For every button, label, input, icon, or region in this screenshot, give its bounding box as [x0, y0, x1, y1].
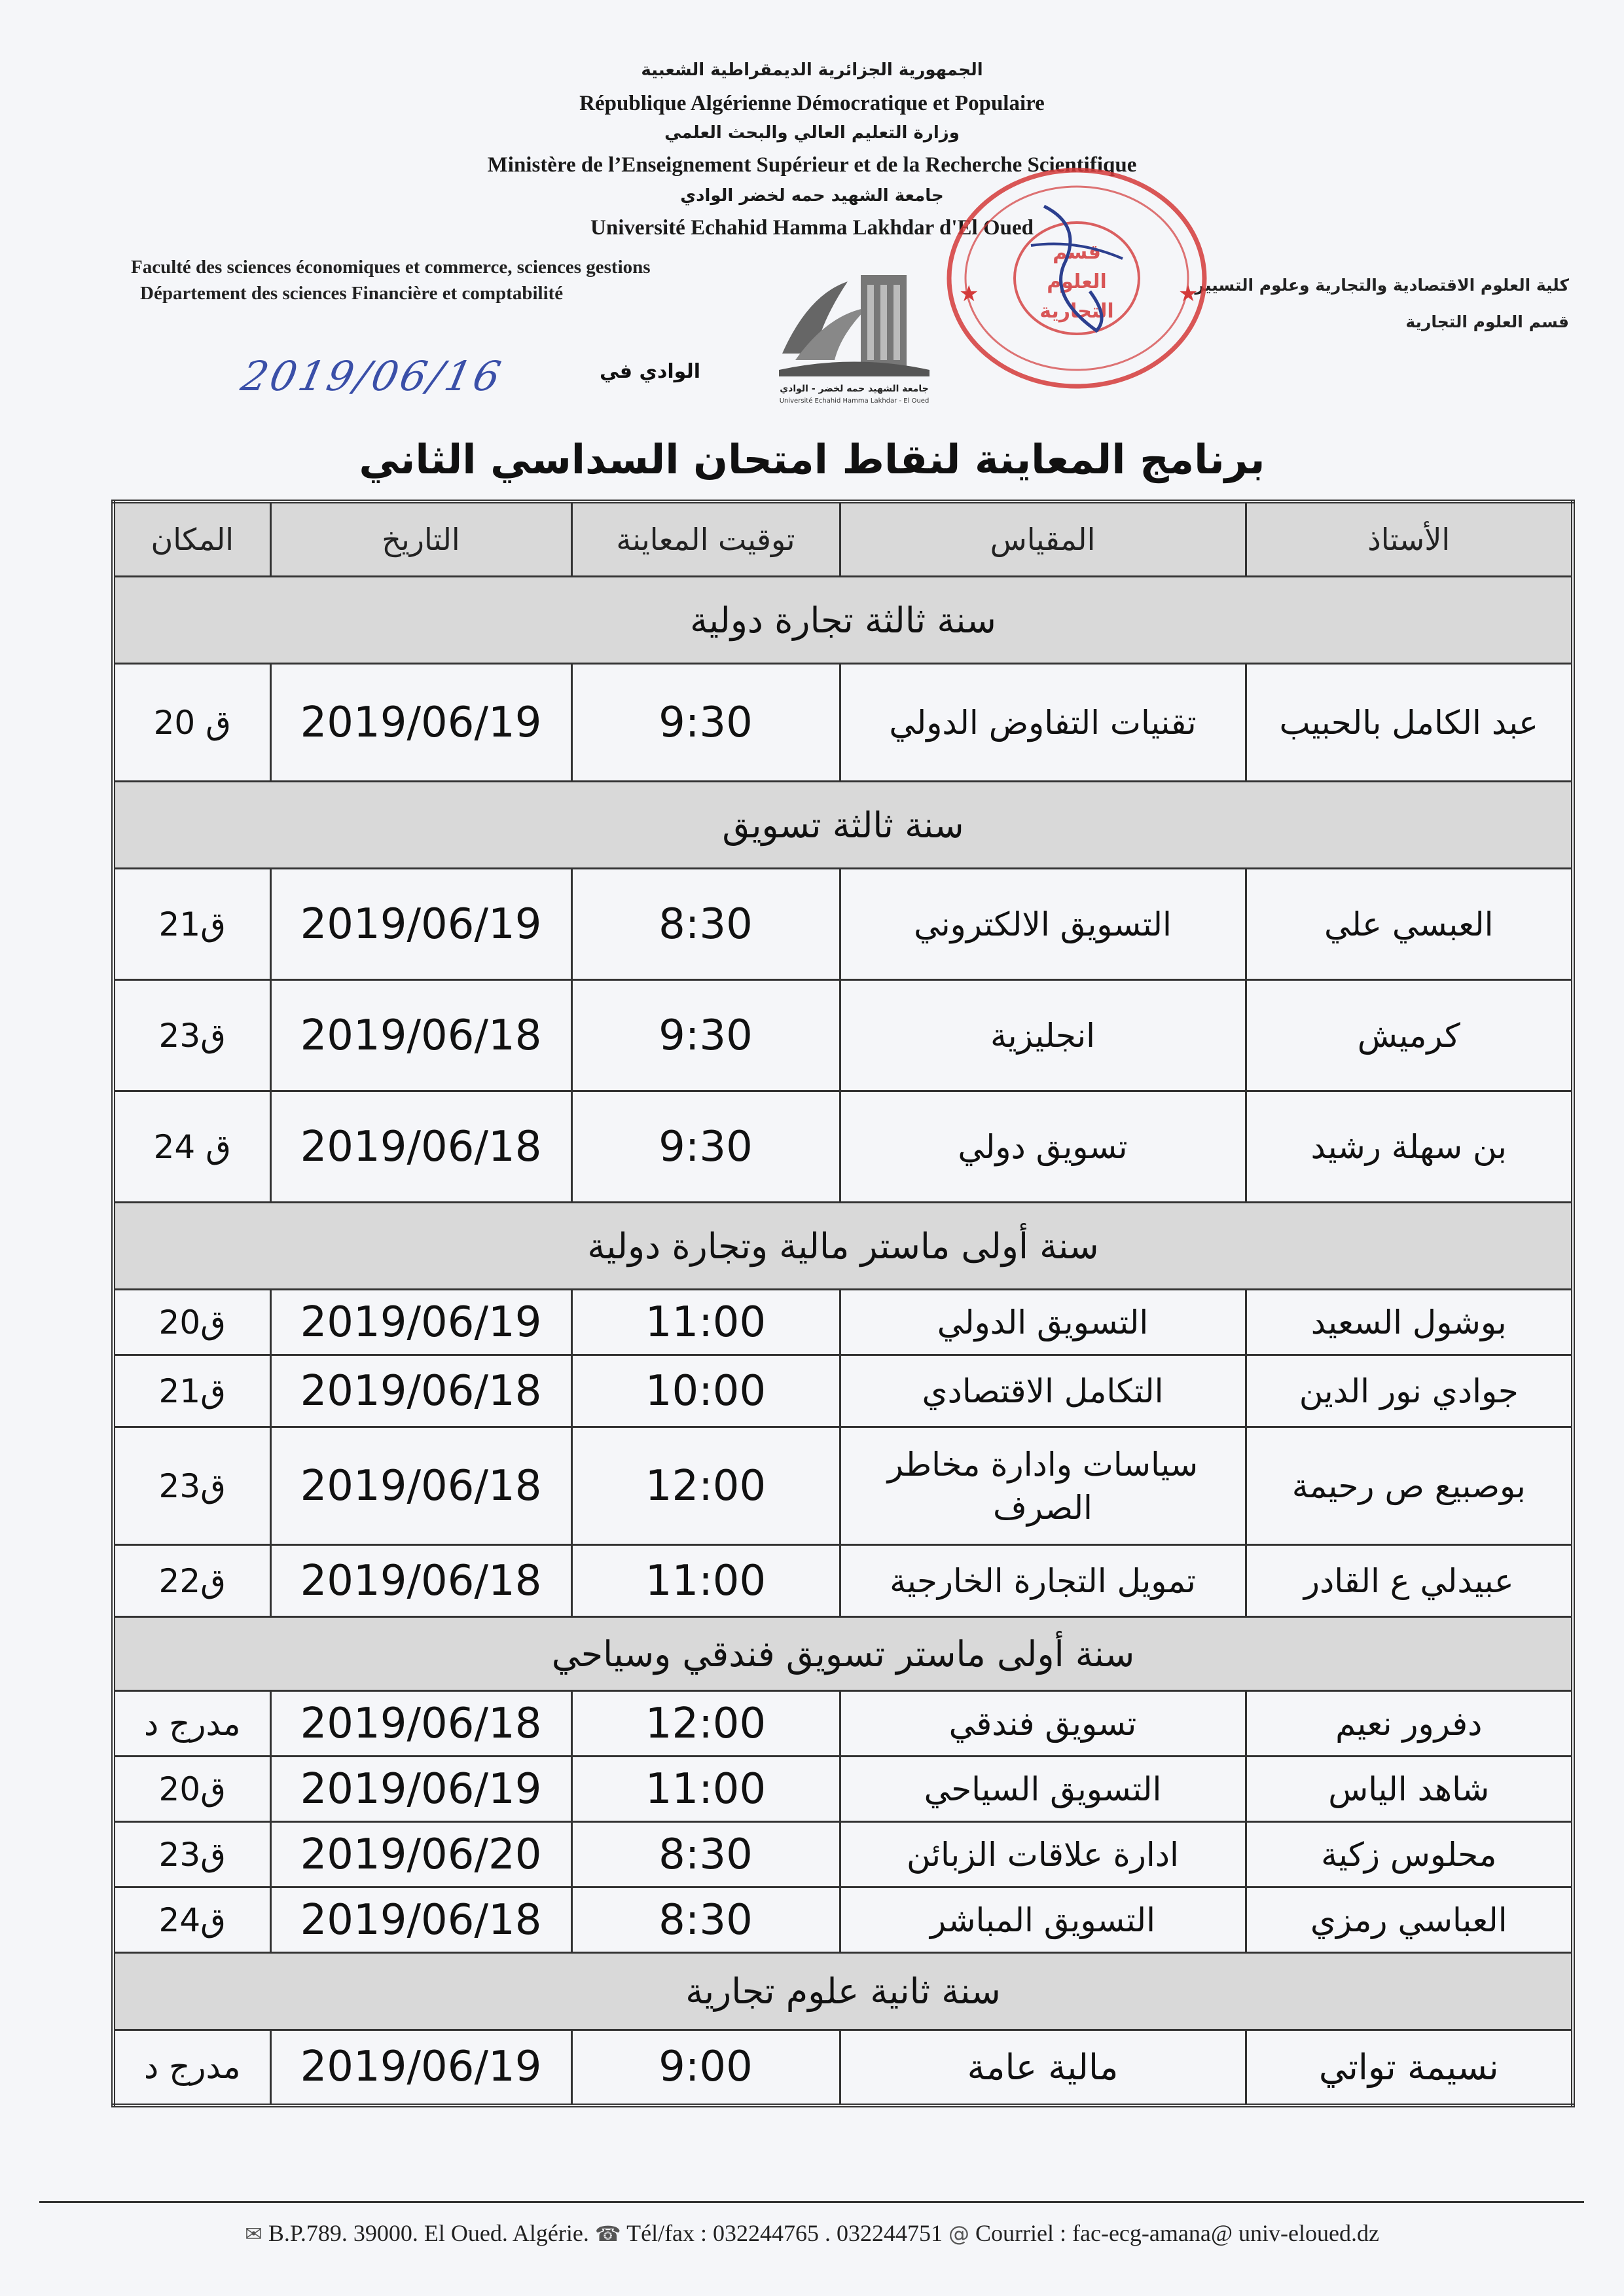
- section-title: سنة أولى ماستر مالية وتجارة دولية: [113, 1203, 1573, 1290]
- svg-text:★: ★: [959, 281, 979, 307]
- cell-time: 8:30: [571, 1887, 840, 1953]
- section-title: سنة ثالثة تجارة دولية: [113, 577, 1573, 664]
- cell-date: 2019/06/19: [270, 1757, 571, 1822]
- section-title: سنة ثانية علوم تجارية: [113, 1953, 1573, 2030]
- cell-teacher: العباسي رمزي: [1246, 1887, 1573, 1953]
- cell-date: 2019/06/18: [270, 1691, 571, 1757]
- cell-date: 2019/06/18: [270, 1887, 571, 1953]
- cell-time: 9:30: [571, 664, 840, 782]
- cell-time: 8:30: [571, 869, 840, 980]
- table-row: [113, 1691, 1573, 1757]
- cell-module: تمويل التجارة الخارجية: [840, 1545, 1246, 1617]
- table-row: [113, 1091, 1573, 1203]
- cell-module: التسويق الالكتروني: [840, 869, 1246, 980]
- place-label: الوادي في: [600, 360, 700, 383]
- cell-module: التسويق السياحي: [840, 1757, 1246, 1822]
- cell-date: 2019/06/18: [270, 1355, 571, 1427]
- cell-module: التسويق الدولي: [840, 1290, 1246, 1355]
- svg-text:التجارية: التجارية: [1039, 300, 1114, 323]
- footer: [0, 2219, 1624, 2247]
- cell-room: ق 20: [113, 664, 270, 782]
- university-ar: جامعة الشهيد حمه لخضر الوادي: [680, 186, 944, 206]
- footer-phone: Tél/fax : 032244765 . 032244751: [626, 2220, 943, 2246]
- faculty-block-fr: [131, 254, 753, 306]
- cell-module: التسويق المباشر: [840, 1887, 1246, 1953]
- section-row: [113, 1617, 1573, 1691]
- cell-time: 11:00: [571, 1757, 840, 1822]
- cell-room: مدرج د: [113, 1691, 270, 1757]
- cell-date: 2019/06/19: [270, 664, 571, 782]
- cell-module: ادارة علاقات الزبائن: [840, 1822, 1246, 1887]
- cell-date: 2019/06/18: [270, 1427, 571, 1545]
- place-date: [237, 352, 700, 405]
- mail-icon: ✉: [245, 2221, 262, 2246]
- cell-time: 12:00: [571, 1691, 840, 1757]
- republic-fr: République Algérienne Démocratique et Populaire: [579, 92, 1045, 115]
- cell-teacher: جوادي نور الدين: [1246, 1355, 1573, 1427]
- cell-module: تسويق دولي: [840, 1091, 1246, 1203]
- cell-room: ق 24: [113, 1091, 270, 1203]
- section-title: سنة أولى ماستر تسويق فندقي وسياحي: [113, 1617, 1573, 1691]
- cell-teacher: بوشول السعيد: [1246, 1290, 1573, 1355]
- cell-time: 11:00: [571, 1290, 840, 1355]
- cell-teacher: عبد الكامل بالحبيب: [1246, 664, 1573, 782]
- footer-email: Courriel : fac-ecg-amana@ univ-eloued.dz: [975, 2220, 1379, 2246]
- cell-time: 8:30: [571, 1822, 840, 1887]
- cell-room: ق21: [113, 1355, 270, 1427]
- table-row: [113, 1355, 1573, 1427]
- cell-room: ق24: [113, 1887, 270, 1953]
- table-row: [113, 1290, 1573, 1355]
- cell-time: 12:00: [571, 1427, 840, 1545]
- cell-room: ق22: [113, 1545, 270, 1617]
- department-ar: قسم العلوم التجارية: [1405, 312, 1569, 331]
- republic-ar: الجمهورية الجزائرية الديمقراطية الشعبية: [641, 60, 983, 80]
- cell-time: 9:30: [571, 980, 840, 1091]
- cell-date: 2019/06/18: [270, 1091, 571, 1203]
- cell-room: ق23: [113, 1427, 270, 1545]
- cell-date: 2019/06/20: [270, 1822, 571, 1887]
- cell-room: ق23: [113, 1822, 270, 1887]
- section-row: [113, 577, 1573, 664]
- cell-teacher: محلوس زكية: [1246, 1822, 1573, 1887]
- ministry-ar: وزارة التعليم العالي والبحث العلمي: [664, 123, 960, 143]
- cell-date: 2019/06/19: [270, 1290, 571, 1355]
- svg-text:قسم: قسم: [1053, 241, 1101, 264]
- cell-room: ق21: [113, 869, 270, 980]
- table-row: [113, 664, 1573, 782]
- faculty-ar: كلية العلوم الاقتصادية والتجارية وعلوم التسيير: [1195, 276, 1569, 295]
- cell-teacher: كرميش: [1246, 980, 1573, 1091]
- cell-time: 10:00: [571, 1355, 840, 1427]
- document-title: برنامج المعاينة لنقاط امتحان السداسي الثاني: [359, 435, 1265, 483]
- section-row: [113, 1953, 1573, 2030]
- cell-room: ق23: [113, 980, 270, 1091]
- cell-module: سياسات وادارة مخاطر الصرف: [840, 1427, 1246, 1545]
- table-row: [113, 2030, 1573, 2105]
- cell-date: 2019/06/19: [270, 2030, 571, 2105]
- svg-text:Université Echahid Hamma Lakhd: Université Echahid Hamma Lakhdar - El Oued: [779, 397, 929, 405]
- column-header-room: المكان: [113, 501, 270, 577]
- svg-text:العلوم: العلوم: [1047, 270, 1107, 293]
- cell-room: ق20: [113, 1757, 270, 1822]
- table-row: [113, 1887, 1573, 1953]
- cell-time: 11:00: [571, 1545, 840, 1617]
- section-row: [113, 782, 1573, 869]
- footer-address: B.P.789. 39000. El Oued. Algérie.: [268, 2220, 589, 2246]
- department-fr: Département des sciences Financière et comptabilité: [140, 283, 564, 304]
- cell-teacher: بوصبيع ص رحيمة: [1246, 1427, 1573, 1545]
- table-row: [113, 1757, 1573, 1822]
- cell-date: 2019/06/18: [270, 1545, 571, 1617]
- email-icon: @: [948, 2221, 970, 2246]
- column-header-time: توقيت المعاينة: [571, 501, 840, 577]
- university-fr: Université Echahid Hamma Lakhdar d'El Oued: [590, 216, 1034, 240]
- cell-teacher: شاهد الياس: [1246, 1757, 1573, 1822]
- cell-date: 2019/06/18: [270, 980, 571, 1091]
- cell-module: التكامل الاقتصادي: [840, 1355, 1246, 1427]
- footer-divider: [39, 2201, 1584, 2203]
- column-header-module: المقياس: [840, 501, 1246, 577]
- cell-teacher: العبسي علي: [1246, 869, 1573, 980]
- cell-module: مالية عامة: [840, 2030, 1246, 2105]
- cell-teacher: نسيمة تواتي: [1246, 2030, 1573, 2105]
- cell-module: تسويق فندقي: [840, 1691, 1246, 1757]
- table-row: [113, 869, 1573, 980]
- svg-text:★: ★: [1178, 281, 1199, 307]
- cell-time: 9:30: [571, 1091, 840, 1203]
- cell-teacher: دفرور نعيم: [1246, 1691, 1573, 1757]
- section-title: سنة ثالثة تسويق: [113, 782, 1573, 869]
- cell-time: 9:00: [571, 2030, 840, 2105]
- svg-text:جامعة الشهيد حمه لخضر - الوادي: جامعة الشهيد حمه لخضر - الوادي: [780, 384, 929, 394]
- phone-icon: ☎: [594, 2221, 621, 2246]
- column-header-date: التاريخ: [270, 501, 571, 577]
- column-header-teacher: الأستاذ: [1246, 501, 1573, 577]
- table-row: [113, 1545, 1573, 1617]
- official-stamp-icon: [933, 160, 1221, 396]
- university-logo-icon: [769, 255, 939, 406]
- table-row: [113, 1427, 1573, 1545]
- schedule-table: [111, 500, 1575, 2107]
- faculty-fr: Faculté des sciences économiques et commerce, sciences gestions: [131, 257, 651, 278]
- cell-module: انجليزية: [840, 980, 1246, 1091]
- cell-date: 2019/06/19: [270, 869, 571, 980]
- cell-room: مدرج د: [113, 2030, 270, 2105]
- cell-teacher: عبيدلي ع القادر: [1246, 1545, 1573, 1617]
- table-header-row: [113, 501, 1573, 577]
- handwritten-date: 2019/06/16: [237, 352, 508, 400]
- table-row: [113, 1822, 1573, 1887]
- ministry-fr: Ministère de l’Enseignement Supérieur et de la Recherche Scientifique: [487, 153, 1137, 177]
- cell-room: ق20: [113, 1290, 270, 1355]
- section-row: [113, 1203, 1573, 1290]
- table-row: [113, 980, 1573, 1091]
- cell-module: تقنيات التفاوض الدولي: [840, 664, 1246, 782]
- cell-teacher: بن سهلة رشيد: [1246, 1091, 1573, 1203]
